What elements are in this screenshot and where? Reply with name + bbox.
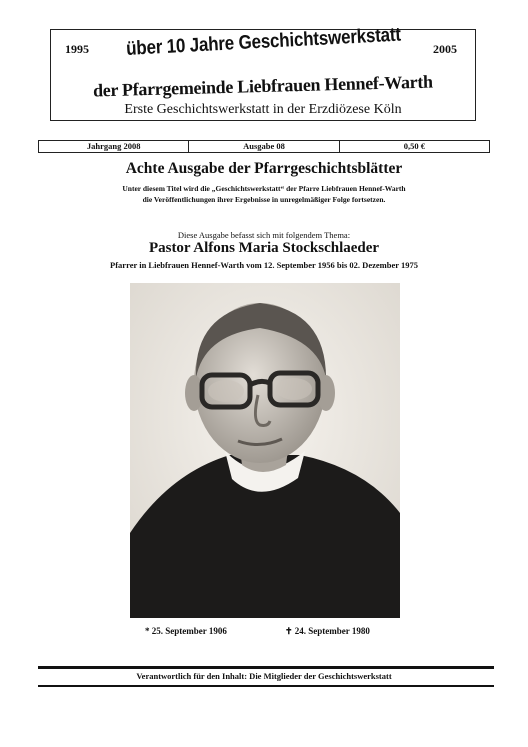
headline: Achte Ausgabe der Pfarrgeschichtsblätter bbox=[125, 160, 403, 177]
birth-date: * 25. September 1906 bbox=[145, 626, 227, 636]
banner-text: über 10 Jahre Geschichtswerkstatt bbox=[125, 23, 401, 60]
masthead bbox=[50, 23, 476, 121]
volume-cell: Jahrgang 2008 bbox=[39, 141, 189, 152]
intro-text bbox=[0, 183, 528, 205]
masthead-banner bbox=[51, 23, 475, 60]
year-start: 1995 bbox=[65, 42, 89, 56]
parish-title bbox=[51, 71, 475, 101]
pastor-tenure: Pfarrer in Liebfrauen Hennef-Warth vom 12. September 1956 bis 02. Dezember 1975 bbox=[110, 260, 418, 270]
death-date: ✝ 24. September 1980 bbox=[285, 626, 370, 636]
price-cell: 0,50 € bbox=[403, 141, 425, 151]
year-end: 2005 bbox=[433, 42, 457, 56]
intro-line-1: Unter diesem Titel wird die „Geschichtswerkstatt“ der Pfarre Liebfrauen Hennef-Warth bbox=[122, 184, 406, 193]
pastor-name: Pastor Alfons Maria Stockschlaeder bbox=[148, 240, 380, 256]
issue-info-bar bbox=[38, 140, 490, 153]
pastor-portrait-photo bbox=[130, 283, 400, 618]
footer-rule-bottom bbox=[38, 685, 494, 687]
topic-label: Diese Ausgabe befasst sich mit folgendem Thema: bbox=[177, 230, 351, 240]
footer-credit: Verantwortlich für den Inhalt: Die Mitglieder der Geschichtswerkstatt bbox=[136, 671, 392, 681]
parish-text: der Pfarrgemeinde Liebfrauen Hennef-Warth bbox=[92, 71, 434, 101]
masthead-subtitle: Erste Geschichtswerkstatt in der Erzdiözese Köln bbox=[124, 102, 402, 117]
issue-cell: Ausgabe 08 bbox=[189, 141, 339, 152]
intro-line-2: die Veröffentlichungen ihrer Ergebnisse in unregelmäßiger Folge fortsetzen. bbox=[142, 195, 386, 204]
portrait-illustration bbox=[130, 283, 400, 618]
footer-rule-top bbox=[38, 666, 494, 669]
